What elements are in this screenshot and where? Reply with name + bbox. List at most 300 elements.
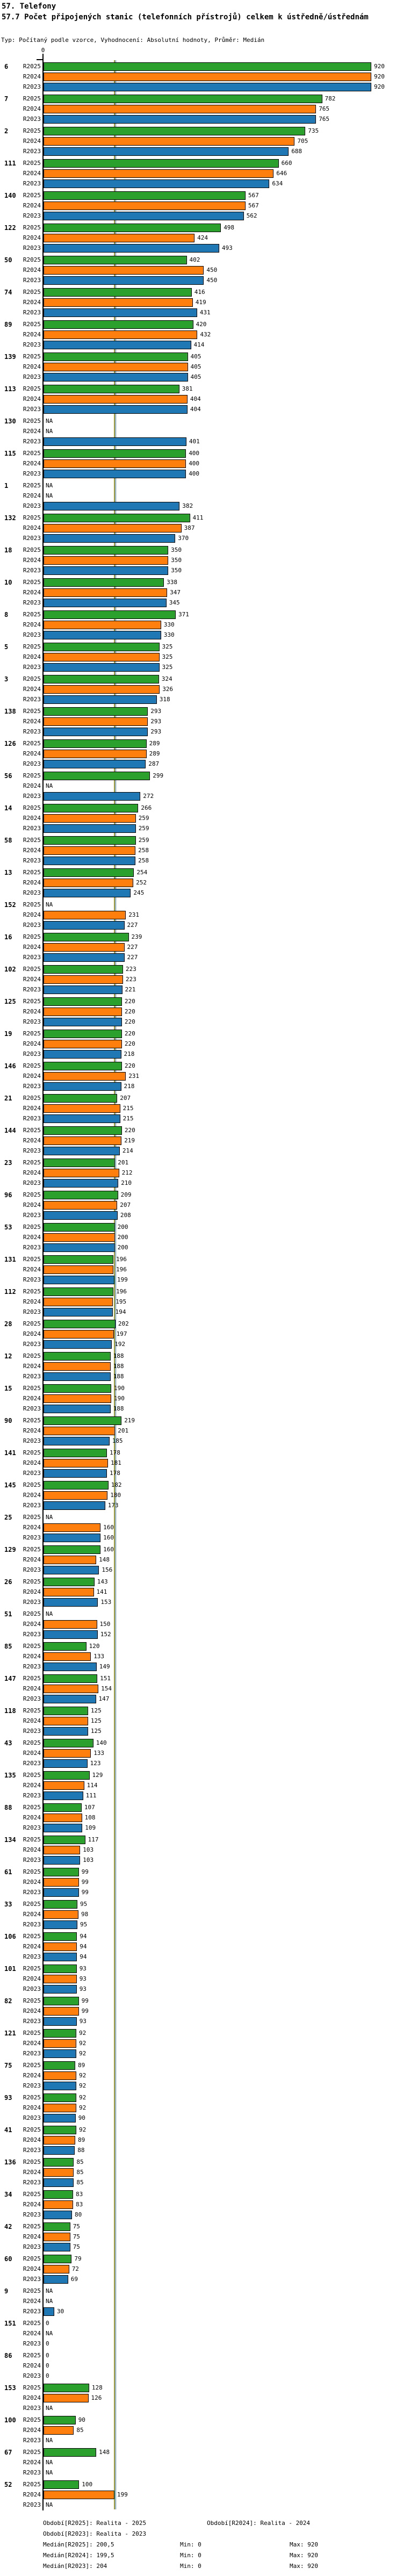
group-label: 1: [4, 482, 9, 490]
bar-value-label: 111: [85, 1792, 97, 1799]
series-label: R2023: [23, 1824, 41, 1831]
na-label: NA: [46, 428, 53, 435]
series-label: R2025: [23, 2384, 41, 2391]
series-label: R2023: [23, 1244, 41, 1251]
bar-r2024: [44, 1072, 126, 1081]
bar-r2024: [44, 879, 133, 887]
series-label: R2024: [23, 2265, 41, 2272]
series-label: R2023: [23, 2211, 41, 2218]
group-label: 43: [4, 1739, 12, 1747]
bar-r2024: [44, 621, 161, 629]
bar-r2024: [44, 1846, 80, 1854]
series-label: R2023: [23, 1857, 41, 1863]
bar-value-label: 192: [114, 1341, 126, 1348]
bar-r2024: [44, 2168, 74, 2177]
group-label: 118: [4, 1707, 16, 1715]
bar-r2023: [44, 824, 136, 833]
bar-r2024: [44, 1169, 119, 1177]
series-label: R2025: [23, 385, 41, 392]
bar-r2025: [44, 1416, 121, 1425]
series-label: R2025: [23, 256, 41, 263]
bar-r2023: [44, 534, 175, 543]
bar-value-label: 207: [120, 1201, 131, 1208]
series-label: R2023: [23, 502, 41, 509]
bar-r2023: [44, 276, 204, 285]
bar-value-label: 419: [195, 299, 206, 306]
bar-value-label: 498: [224, 224, 235, 231]
series-label: R2025: [23, 1449, 41, 1456]
group-label: 51: [4, 1610, 12, 1618]
bar-value-label: 371: [178, 611, 189, 618]
group-label: 34: [4, 2191, 12, 2198]
bar-value-label: 99: [81, 1997, 89, 2004]
group-label: 10: [4, 579, 12, 586]
report-title-line1: 57. Telefony: [2, 2, 56, 11]
series-label: R2023: [23, 954, 41, 961]
series-label: R2023: [23, 1018, 41, 1025]
bar-r2025: [44, 62, 371, 71]
series-label: R2023: [23, 1631, 41, 1638]
bar-r2024: [44, 169, 274, 178]
group-label: 96: [4, 1191, 12, 1199]
bar-r2025: [44, 1932, 77, 1941]
bar-value-label: 220: [124, 1062, 135, 1069]
bar-value-label: 120: [89, 1643, 100, 1650]
series-label: R2024: [23, 1137, 41, 1144]
bar-value-label: 227: [127, 944, 138, 951]
bar-r2023: [44, 1082, 121, 1091]
bar-value-label: 220: [124, 1030, 135, 1037]
bar-value-label: 93: [79, 1985, 87, 1992]
series-label: R2025: [23, 482, 41, 489]
group-label: 141: [4, 1449, 16, 1457]
bar-r2024: [44, 2491, 114, 2499]
bar-value-label: 201: [118, 1159, 129, 1166]
bar-value-label: 293: [150, 708, 162, 715]
series-label: R2025: [23, 127, 41, 134]
series-label: R2025: [23, 1739, 41, 1746]
bar-value-label: 324: [161, 675, 172, 682]
bar-value-label: 83: [76, 2191, 83, 2198]
series-label: R2025: [23, 1159, 41, 1166]
series-label: R2024: [23, 911, 41, 918]
bar-value-label: 123: [90, 1760, 101, 1767]
bar-value-label: 414: [193, 341, 205, 348]
series-label: R2025: [23, 1385, 41, 1392]
bar-value-label: 450: [206, 267, 218, 274]
series-label: R2025: [23, 611, 41, 618]
bar-value-label: 382: [182, 502, 193, 509]
bar-r2025: [44, 2061, 75, 2070]
bar-value-label: 196: [116, 1256, 127, 1263]
bar-value-label: 227: [127, 954, 138, 961]
series-label: R2025: [23, 95, 41, 102]
series-label: R2025: [23, 1804, 41, 1811]
group-label: 2: [4, 127, 9, 135]
series-label: R2024: [23, 1653, 41, 1660]
bar-value-label: 254: [136, 869, 148, 876]
series-label: R2023: [23, 2405, 41, 2412]
legend-median-r2023: Medián[R2023]: 204: [43, 2563, 107, 2570]
bar-r2025: [44, 1449, 107, 1457]
series-label: R2023: [23, 1147, 41, 1154]
bar-r2024: [44, 266, 204, 275]
series-label: R2024: [23, 234, 41, 241]
series-label: R2024: [23, 138, 41, 145]
bar-value-label: 150: [99, 1621, 111, 1628]
series-label: R2025: [23, 998, 41, 1005]
series-label: R2023: [23, 1663, 41, 1670]
bar-r2023: [44, 921, 125, 930]
series-label: R2025: [23, 1481, 41, 1488]
group-label: 125: [4, 998, 16, 1005]
bar-r2025: [44, 1997, 79, 2005]
bar-value-label: 188: [113, 1405, 124, 1412]
series-label: R2024: [23, 1008, 41, 1015]
series-label: R2025: [23, 1224, 41, 1231]
bar-value-label: 107: [84, 1804, 95, 1811]
bar-value-label: 231: [128, 1073, 140, 1080]
series-label: R2025: [23, 1191, 41, 1198]
series-label: R2023: [23, 728, 41, 735]
series-label: R2023: [23, 1502, 41, 1509]
bar-value-label: 201: [118, 1427, 129, 1434]
bar-r2024: [44, 1749, 91, 1758]
series-label: R2023: [23, 2340, 41, 2347]
series-label: R2024: [23, 1492, 41, 1499]
bar-r2023: [44, 437, 186, 446]
series-label: R2023: [23, 825, 41, 832]
bar-r2024: [44, 298, 193, 307]
series-label: R2023: [23, 696, 41, 703]
bar-value-label: 209: [120, 1191, 132, 1198]
bar-value-label: 92: [79, 2030, 87, 2037]
series-label: R2025: [23, 1256, 41, 1263]
bar-r2025: [44, 2416, 76, 2424]
bar-r2023: [44, 857, 135, 865]
series-label: R2024: [23, 1879, 41, 1886]
legend-period-r2023: Období[R2023]: Realita - 2023: [43, 2530, 147, 2537]
series-label: R2025: [23, 2481, 41, 2488]
bar-value-label: 92: [79, 2072, 87, 2079]
bar-value-label: 218: [124, 1083, 135, 1090]
bar-r2024: [44, 1523, 100, 1532]
bar-value-label: 85: [76, 2427, 84, 2434]
bar-r2025: [44, 127, 305, 135]
bar-value-label: 347: [170, 589, 181, 596]
bar-value-label: 94: [80, 1953, 87, 1960]
series-label: R2024: [23, 1298, 41, 1305]
bar-value-label: 350: [171, 557, 182, 564]
bar-r2024: [44, 395, 188, 404]
series-label: R2023: [23, 2050, 41, 2057]
bar-value-label: 289: [149, 740, 160, 747]
bar-r2023: [44, 2211, 72, 2219]
bar-value-label: 219: [124, 1417, 135, 1424]
series-label: R2025: [23, 837, 41, 844]
group-label: 115: [4, 450, 16, 457]
bar-r2023: [44, 1114, 120, 1123]
bar-r2024: [44, 1781, 84, 1790]
series-label: R2024: [23, 2136, 41, 2143]
bar-r2024: [44, 1330, 114, 1339]
legend-max-r2025: Max: 920: [290, 2541, 318, 2548]
na-label: NA: [46, 2287, 53, 2294]
bar-r2025: [44, 675, 159, 683]
series-label: R2023: [23, 341, 41, 348]
bar-value-label: 326: [162, 686, 174, 693]
series-label: R2025: [23, 2352, 41, 2359]
legend-max-r2024: Max: 920: [290, 2552, 318, 2559]
bar-value-label: 88: [77, 2147, 85, 2154]
series-label: R2024: [23, 1330, 41, 1337]
bar-value-label: 400: [189, 450, 200, 457]
bar-r2025: [44, 546, 168, 555]
series-label: R2024: [23, 2072, 41, 2079]
na-label: NA: [46, 2405, 53, 2412]
bar-r2023: [44, 1018, 122, 1026]
bar-r2024: [44, 1910, 78, 1919]
bar-r2024: [44, 1878, 79, 1887]
bar-value-label: 194: [115, 1308, 126, 1315]
bar-value-label: 405: [190, 363, 202, 370]
bar-r2025: [44, 1352, 111, 1361]
series-label: R2024: [23, 2459, 41, 2466]
bar-r2023: [44, 405, 188, 414]
group-label: 88: [4, 1804, 12, 1811]
series-label: R2024: [23, 2233, 41, 2240]
bar-r2025: [44, 288, 192, 297]
group-label: 89: [4, 321, 12, 328]
bar-r2025: [44, 1900, 77, 1909]
bar-r2023: [44, 889, 131, 897]
group-label: 139: [4, 353, 16, 361]
bar-r2023: [44, 1534, 100, 1542]
bar-r2023: [44, 1630, 98, 1639]
series-label: R2023: [23, 2469, 41, 2476]
bar-value-label: 782: [325, 95, 336, 102]
axis-zero-tick-label: 0: [41, 47, 45, 54]
series-label: R2024: [23, 267, 41, 274]
bar-value-label: 431: [199, 309, 211, 316]
series-label: R2023: [23, 1792, 41, 1799]
series-label: R2025: [23, 1868, 41, 1875]
series-label: R2025: [23, 2223, 41, 2230]
bar-value-label: 178: [110, 1449, 120, 1456]
bar-r2024: [44, 202, 246, 210]
bar-r2025: [44, 1159, 115, 1167]
chart-subtitle: Typ: Počítaný podle vzorce, Vyhodnocení: Absolutní hodnoty, Průměr: Medián: [1, 37, 265, 44]
bar-r2025: [44, 2448, 96, 2457]
bar-value-label: 493: [221, 244, 233, 251]
bar-value-label: 180: [110, 1492, 121, 1499]
series-label: R2023: [23, 1308, 41, 1315]
bar-value-label: 272: [143, 793, 154, 800]
group-label: 12: [4, 1352, 12, 1360]
bar-r2024: [44, 234, 195, 242]
series-label: R2024: [23, 944, 41, 951]
series-label: R2024: [23, 1073, 41, 1080]
bar-value-label: 188: [113, 1352, 124, 1359]
na-label: NA: [46, 418, 53, 424]
bar-value-label: 199: [117, 1276, 128, 1283]
bar-value-label: 212: [121, 1169, 133, 1176]
group-label: 100: [4, 2416, 16, 2424]
series-label: R2023: [23, 277, 41, 284]
bar-value-label: 239: [131, 933, 142, 940]
bar-r2023: [44, 1598, 98, 1607]
series-label: R2024: [23, 2007, 41, 2014]
series-label: R2024: [23, 1459, 41, 1466]
bar-r2023: [44, 1791, 83, 1800]
bar-r2024: [44, 2136, 75, 2145]
bar-r2024: [44, 1265, 113, 1274]
series-label: R2025: [23, 1127, 41, 1134]
group-label: 121: [4, 2030, 16, 2037]
group-label: 152: [4, 901, 16, 909]
group-label: 6: [4, 63, 9, 70]
bar-r2023: [44, 1695, 96, 1703]
bar-value-label: 95: [80, 1901, 88, 1908]
na-label: NA: [46, 901, 53, 908]
series-label: R2025: [23, 772, 41, 779]
series-label: R2025: [23, 1643, 41, 1650]
series-label: R2024: [23, 170, 41, 177]
series-label: R2025: [23, 2126, 41, 2133]
bar-r2025: [44, 2126, 76, 2134]
group-label: 50: [4, 256, 12, 264]
bar-value-label: 325: [162, 653, 173, 660]
bar-value-label: 259: [138, 825, 149, 832]
series-label: R2025: [23, 933, 41, 940]
group-label: 126: [4, 740, 16, 747]
bar-r2023: [44, 1953, 77, 1961]
series-label: R2023: [23, 857, 41, 864]
bar-value-label: 185: [112, 1437, 123, 1444]
bar-r2024: [44, 556, 168, 565]
bar-r2024: [44, 1201, 117, 1210]
bar-r2023: [44, 341, 191, 349]
bar-value-label: 190: [114, 1395, 125, 1402]
bar-r2024: [44, 2233, 70, 2241]
bar-r2023: [44, 760, 146, 768]
bar-value-label: 330: [163, 621, 175, 628]
bar-r2024: [44, 2071, 76, 2080]
series-label: R2025: [23, 353, 41, 360]
series-label: R2024: [23, 2362, 41, 2369]
bar-r2024: [44, 330, 197, 339]
series-label: R2025: [23, 2449, 41, 2456]
bar-value-label: 200: [117, 1224, 128, 1231]
legend-max-r2023: Max: 920: [290, 2563, 318, 2570]
series-label: R2025: [23, 869, 41, 876]
series-label: R2024: [23, 1427, 41, 1434]
bar-value-label: 0: [46, 2372, 49, 2379]
series-label: R2024: [23, 460, 41, 467]
bar-r2023: [44, 83, 371, 91]
bar-r2024: [44, 588, 167, 597]
bar-r2025: [44, 2029, 76, 2038]
bar-value-label: 258: [138, 857, 149, 864]
series-label: R2025: [23, 2255, 41, 2262]
bar-value-label: 133: [93, 1653, 105, 1660]
bar-value-label: 83: [76, 2201, 83, 2208]
series-label: R2025: [23, 1610, 41, 1617]
bar-r2025: [44, 1868, 79, 1876]
series-label: R2023: [23, 2082, 41, 2089]
bar-value-label: 220: [124, 1040, 135, 1047]
bar-r2024: [44, 1717, 88, 1725]
bar-r2025: [44, 1320, 116, 1328]
series-label: R2023: [23, 2276, 41, 2283]
na-label: NA: [46, 492, 53, 499]
bar-value-label: 153: [100, 1599, 112, 1606]
series-label: R2025: [23, 1836, 41, 1843]
bar-value-label: 92: [79, 2094, 87, 2101]
bar-value-label: 90: [78, 2114, 85, 2121]
bar-value-label: 221: [125, 986, 136, 993]
bar-r2025: [44, 868, 134, 877]
bar-value-label: 338: [167, 579, 177, 586]
series-label: R2025: [23, 2094, 41, 2101]
series-label: R2024: [23, 2427, 41, 2434]
bar-r2023: [44, 1276, 114, 1284]
bar-value-label: 140: [96, 1739, 107, 1746]
bar-value-label: 114: [87, 1782, 98, 1789]
group-label: 86: [4, 2352, 12, 2359]
bar-r2024: [44, 1362, 111, 1371]
group-label: 26: [4, 1578, 12, 1586]
group-label: 19: [4, 1030, 12, 1038]
bar-r2023: [44, 2178, 74, 2187]
series-label: R2023: [23, 1760, 41, 1767]
bar-value-label: 103: [83, 1857, 94, 1863]
bar-r2025: [44, 95, 322, 103]
bar-r2023: [44, 631, 161, 639]
bar-value-label: 181: [111, 1459, 121, 1466]
bar-value-label: 160: [103, 1546, 114, 1553]
bar-value-label: 387: [184, 524, 195, 531]
group-label: 146: [4, 1062, 16, 1070]
bar-r2023: [44, 2017, 77, 2026]
bar-r2023: [44, 1469, 107, 1478]
series-label: R2024: [23, 1234, 41, 1241]
bar-r2025: [44, 2222, 70, 2231]
series-label: R2025: [23, 2062, 41, 2069]
bar-value-label: 215: [123, 1115, 134, 1122]
bar-r2024: [44, 1459, 108, 1467]
series-label: R2024: [23, 1943, 41, 1950]
bar-r2025: [44, 320, 193, 329]
series-label: R2024: [23, 1717, 41, 1724]
na-label: NA: [46, 2459, 53, 2466]
group-label: 151: [4, 2320, 16, 2327]
bar-r2023: [44, 1566, 99, 1574]
bar-r2024: [44, 1008, 122, 1016]
series-label: R2023: [23, 1212, 41, 1219]
series-label: R2024: [23, 1363, 41, 1370]
bar-value-label: 160: [103, 1524, 114, 1531]
bar-r2024: [44, 2104, 76, 2112]
bar-r2024: [44, 524, 182, 533]
bar-r2025: [44, 739, 147, 748]
bar-value-label: 210: [121, 1179, 132, 1186]
na-label: NA: [46, 2330, 53, 2337]
series-label: R2023: [23, 2114, 41, 2121]
bar-r2025: [44, 1094, 117, 1103]
series-label: R2025: [23, 418, 41, 424]
bar-value-label: 148: [99, 2449, 110, 2456]
